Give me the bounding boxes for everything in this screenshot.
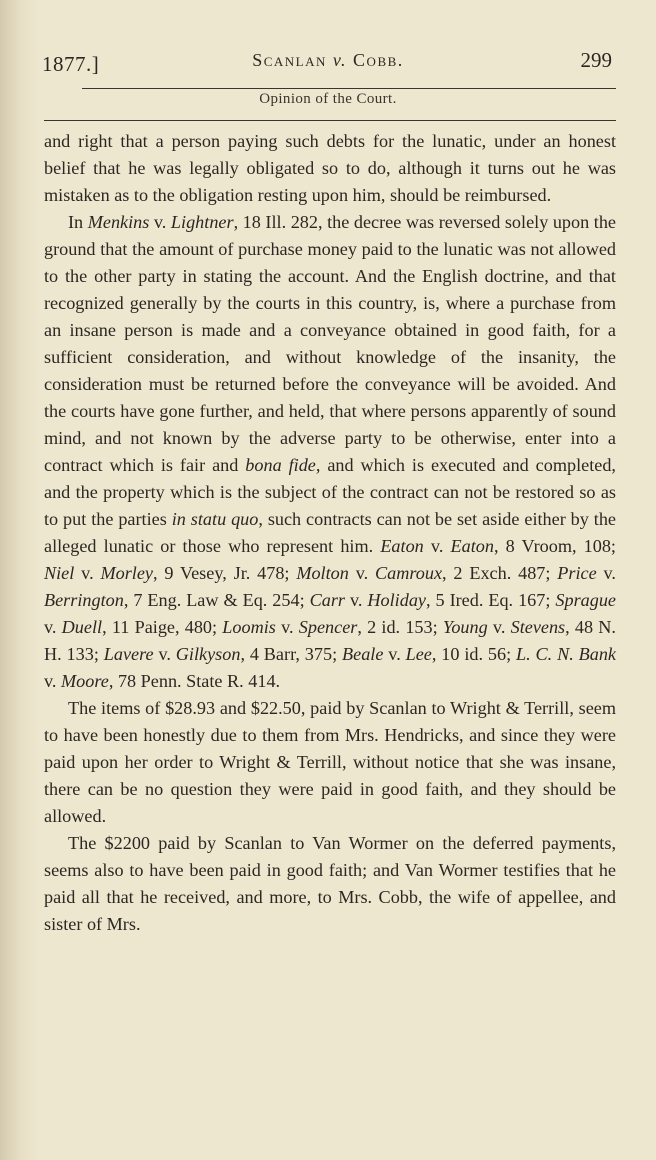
case-title-defendant: Cobb. [353,50,404,70]
running-header [40,44,616,78]
text-segment: v. [487,617,511,637]
italic-segment: in statu quo [171,509,259,529]
text-segment: , 18 Ill. 282, the decree was reversed solely upon the ground that the amount of purchase money paid to the lunatic was not allowed to the other party in stating the account. And the English doctrine, and that recognized generally by the courts in this country, is, where a purchase from an insane person is made and a conveyance obtained in good faith, for a sufficient consideration, and without knowledge of the insanity, the consideration must be returned before the conveyance will be avoided. And the courts have gone further, and held, that where persons apparently of sound mind, and not known by the adverse party to be otherwise, enter into a contract which is fair and [44,212,616,475]
italic-segment: Morley [100,563,153,583]
text-segment: v. [149,212,171,232]
italic-segment: Camroux [375,563,443,583]
text-segment: , and which is executed and completed, and the property which is the subject of the contract can not be restored so as to put the parties [44,455,616,529]
text-segment: , 9 Vesey, Jr. 478; [152,563,297,583]
text-segment: v. [596,563,616,583]
text-segment: , 5 Ired. Eq. 167; [426,590,556,610]
text-segment: , 4 Barr, 375; [240,644,343,664]
text-segment: , 2 Exch. 487; [442,563,558,583]
section-subtitle: Opinion of the Court. [259,91,397,107]
header-rule [82,88,616,89]
subtitle-rule [44,120,616,121]
text-segment: The $2200 paid by Scanlan to Van Wormer on the deferred payments, seems also to have been paid in good faith; and Van Wormer testifies that he paid all that he received, and more, to Mrs. Cobb, the wife of appellee, and sister of Mrs. [44,833,616,934]
text-segment: , such contracts can not be set aside either by the alleged lunatic or those who represent him. [44,509,616,556]
italic-segment: Gilkyson [175,644,241,664]
italic-segment: Stevens [510,617,566,637]
italic-segment: Young [442,617,488,637]
text-segment: , 78 Penn. State R. 414. [108,671,281,691]
text-segment: v. [423,536,451,556]
italic-segment: Lee [405,644,432,664]
text-segment: v. [275,617,299,637]
paragraph [44,695,616,830]
italic-segment: Niel [44,563,75,583]
italic-segment: Moore [61,671,109,691]
text-segment: v. [345,590,368,610]
text-segment: and right that a person paying such debts for the lunatic, under an honest belief that he was legally obligated so to do, although it turns out he was mistaken as to the obligation resting upon him, should be reimbursed. [44,131,616,205]
opinion-text [44,128,616,938]
italic-segment: Price [557,563,597,583]
italic-segment: Spencer [298,617,358,637]
header-year: 1877.] [42,52,100,76]
text-segment: , 2 id. 153; [357,617,443,637]
text-segment: v. [44,617,62,637]
italic-segment: Lavere [103,644,154,664]
italic-segment: Eaton [380,536,424,556]
italic-segment: Berrington [44,590,124,610]
text-segment: v. [383,644,406,664]
text-segment: v. [348,563,375,583]
text-segment: The items of $28.93 and $22.50, paid by Scanlan to Wright & Terrill, seem to have been honestly due to them from Mrs. Hendricks, and since they were paid upon her order to Wright & Terrill, without notice that she was insane, there can be no question they were paid in good faith, and they should be allowed. [44,698,616,826]
paragraph [44,128,616,209]
text-segment: , 10 id. 56; [431,644,516,664]
header-case-title [40,50,616,71]
paragraph [44,830,616,938]
text-segment: , 48 N. H. 133; [44,617,616,664]
italic-segment: Beale [342,644,384,664]
text-segment: v. [44,671,62,691]
italic-segment: L. C. N. Bank [516,644,616,664]
italic-segment: Eaton [450,536,494,556]
italic-segment: Holiday [367,590,426,610]
text-segment: v. [74,563,101,583]
text-segment: , 8 Vroom, 108; [493,536,616,556]
case-title-plaintiff: Scanlan [252,50,327,70]
italic-segment: Lightner [170,212,234,232]
text-segment: v. [153,644,176,664]
italic-segment: Menkins [87,212,150,232]
paragraph [44,209,616,695]
text-segment: , 11 Paige, 480; [102,617,223,637]
page-number: 299 [580,48,612,72]
text-segment: In [68,212,88,232]
italic-segment: Molton [296,563,349,583]
italic-segment: Loomis [222,617,276,637]
case-title-versus: v. [332,50,348,70]
italic-segment: Carr [309,590,345,610]
italic-segment: Duell [61,617,103,637]
italic-segment: bona fide [245,455,316,475]
italic-segment: Sprague [555,590,616,610]
text-segment: , 7 Eng. Law & Eq. 254; [123,590,310,610]
